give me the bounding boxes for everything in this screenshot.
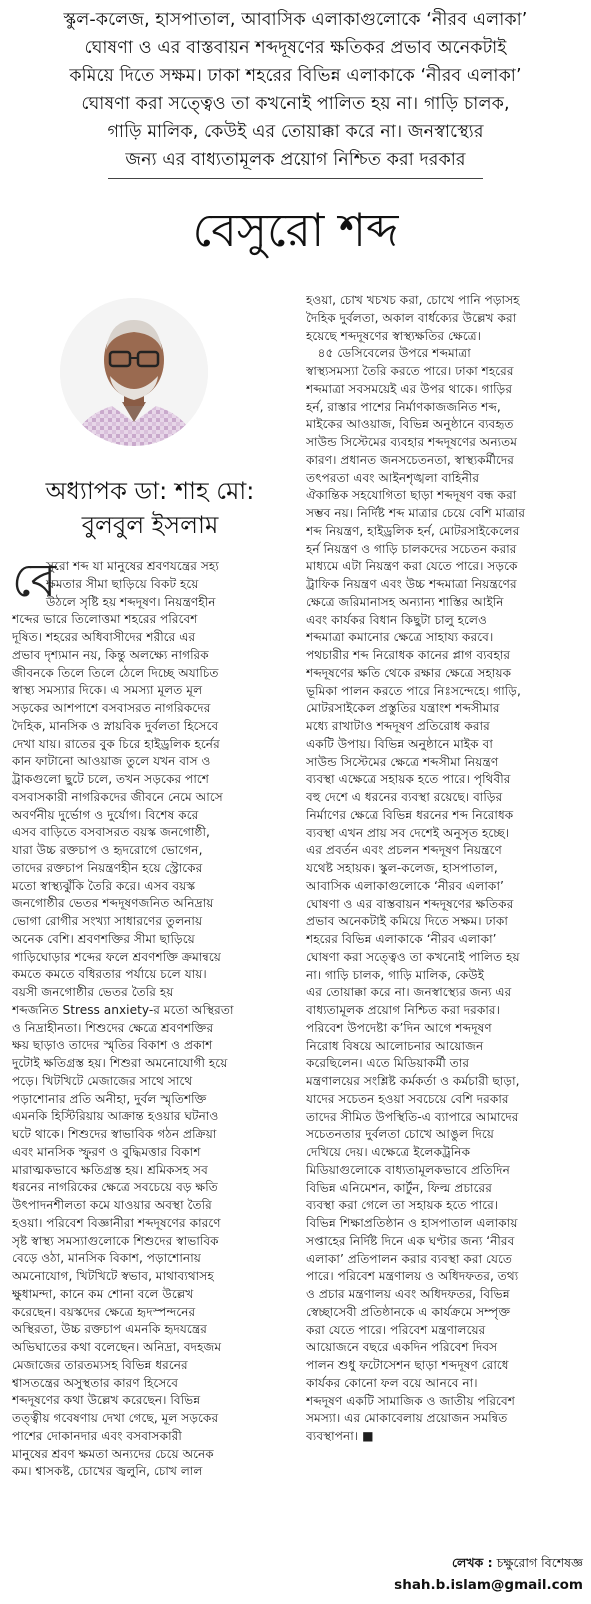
text-line: নিরোধ বিষয়ে আলোচনার আয়োজন [306, 1038, 484, 1053]
text-line: কান ফাটানো আওয়াজ তুলে যখন বাস ও [12, 754, 211, 769]
text-line: করেছিলেন। এতে মিডিয়াকর্মী তার [306, 1056, 470, 1071]
text-line: করা যেতে পারে। পরিবেশ মন্ত্রণালয়ের [306, 1322, 486, 1337]
text-line: শব্দদূষণের ক্ষতি থেকে রক্ষার ক্ষেত্রে সহায়ক [306, 665, 512, 680]
text-line: স্বাস্থ্য সমস্যার দিকে। এ সমস্যা মূলত মূল [12, 683, 203, 698]
author-name-line: বুলবুল ইসলাম [81, 511, 219, 539]
text-line: হর্ন নিয়ন্ত্রণ ও গাড়ি চালকদের সচেতন করার [306, 541, 517, 556]
text-line: মানুষের শ্রবণ ক্ষমতা অন্যদের চেয়ে অনেক [12, 1446, 214, 1461]
text-line: পথচারীর শব্দ নিরোধক কানের প্লাগ ব্যবহার [306, 648, 511, 662]
text-line: না। গাড়ি চালক, গাড়ি মালিক, কেউই [306, 967, 485, 982]
text-line: অভিঘাতের কথা বলেছেন। অনিদ্রা, বদহজম [12, 1340, 222, 1354]
author-portrait-image [60, 298, 208, 446]
text-line: বসবাসকারী নাগরিকদের জীবনে নেমে আসে [12, 789, 223, 804]
text-line: মারাত্মকভাবে ক্ষতিগ্রস্ত হয়। শ্রমিকসহ সব [12, 1162, 208, 1177]
text-line: প্রভাব দৃশ্যমান নয়, কিন্তু অলক্ষ্যে নাগরিক [12, 647, 209, 662]
text-line: মেজাজের তারতম্যসহ বিভিন্ন ধরনের [12, 1357, 188, 1372]
text-line: গাড়িঘোড়ার শব্দের ফলে শ্রবণশক্তি ক্রমান্বয়ে [12, 949, 221, 964]
text-line: ব্যবস্থা এক্ষেত্রে সহায়ক হতে পারে। পৃথিবীর [306, 772, 511, 787]
text-line: মোটরসাইকেল প্রস্তুতির যন্ত্রাংশ শব্দসীমার [306, 701, 500, 716]
text-line: উৎপাদনশীলতা কমে যাওয়ার অবস্থা তৈরি [12, 1198, 212, 1212]
text-line: পড়ে। খিটখিটে মেজাজের সাথে সাথে [12, 1073, 193, 1088]
signature-role-line [394, 1552, 583, 1574]
text-line: ও প্রচার মন্ত্রণালয় এবং অধিদফতর, বিভিন্ন [306, 1287, 510, 1301]
text-line: আয়োজনে বছরে একদিন পরিবেশ দিবস [306, 1340, 498, 1355]
text-line: ভূমিকা পালন করতে পারে নিঃসন্দেহে। গাড়ি, [306, 683, 521, 698]
pull-quote [18, 6, 573, 174]
text-line: তত্ত্বীয় গবেষণায় দেখা গেছে, মূল সড়কের [12, 1411, 219, 1425]
text-line: ক্ষেত্রে জরিমানাসহ অন্যান্য শাস্তির আইনি [306, 594, 504, 609]
drop-cap: বে [12, 553, 57, 607]
text-line: শব্দমাত্রা কমানোর ক্ষেত্রে সাহায্য করবে। [306, 630, 494, 645]
text-line: বয়সী জনগোষ্ঠীর ভেতর তৈরি হয় [12, 985, 174, 999]
text-line: করেছেন। বয়স্কদের ক্ষেত্রে হৃদস্পন্দনের [12, 1304, 196, 1319]
text-line: হওয়া। পরিবেশ বিজ্ঞানীরা শব্দদূষণের কারণে [12, 1215, 221, 1230]
text-line: বিভিন্ন এনিমেশন, কার্টুন, ফিল্ম প্রচারের [306, 1180, 492, 1195]
text-line: শব্দজনিত Stress anxiety-র মতো অস্থিরতা [12, 1002, 234, 1017]
text-line: শব্দের ভারে তিলোত্তমা শহরের পরিবেশ [12, 612, 198, 627]
article-headline: বেসুরো শব্দ [192, 203, 399, 257]
text-line: ব্যবস্থাপনা। ■ [306, 1429, 374, 1443]
text-line: দৈহিক, মানসিক ও স্নায়বিক দুর্বলতা হিসেবে [12, 718, 219, 733]
text-line: এসব বাড়িতে বসবাসরত বয়স্ক জনগোষ্ঠী, [12, 825, 210, 840]
text-line: সাউন্ড সিস্টেমের ক্ষেত্রে শব্দসীমা নিয়ন্ত্রণ [306, 754, 499, 769]
text-line: স্বেচ্ছাসেবী প্রতিষ্ঠানকে এ কার্যক্রমে সম্পৃক্ত [306, 1304, 511, 1319]
text-line: শব্দ নিয়ন্ত্রণ, হাইড্রলিক হর্ন, মোটরসাইকেলের [306, 523, 520, 538]
pull-quote-line: গাড়ি মালিক, কেউই এর তোয়াক্কা করে না। জনস্বাস্থ্যের [107, 122, 484, 142]
text-line: ঘটে থাকে। শিশুদের স্বাভাবিক গঠন প্রক্রিয়া [12, 1127, 217, 1141]
text-line: অনেক বেশি। শ্রবণশক্তির সীমা ছাড়িয়ে [12, 931, 195, 946]
text-line: যারা উচ্চ রক্তচাপ ও হৃদরোগে ভোগেন, [12, 843, 203, 857]
text-line: দূষিত। শহরের অধিবাসীদের শরীরে এর [12, 630, 196, 644]
text-line: অবর্ণনীয় দুর্ভোগ ও দুর্যোগ। বিশেষ করে [12, 807, 199, 822]
text-line: মধ্যে রাখাটাও শব্দদূষণ প্রতিরোধ করার [306, 719, 490, 733]
text-line: মাইকের আওয়াজ, বিভিন্ন অনুষ্ঠানে ব্যবহৃত [306, 417, 514, 432]
text-line: সম্ভব নয়। নির্দিষ্ট শব্দ মাত্রার চেয়ে বেশি মাত্রার [306, 506, 526, 520]
text-line: ক্ষয় ছাড়াও তাদের স্মৃতির বিকাশ ও প্রকাশ [12, 1038, 213, 1053]
text-line: পড়াশোনার প্রতি অনীহা, দুর্বল স্মৃতিশক্তি [12, 1091, 207, 1106]
divider-rule [108, 178, 483, 179]
text-line: মন্ত্রণালয়ের সংশ্লিষ্ট কর্মকর্তা ও কর্মচারী ছাড়া, [306, 1074, 520, 1088]
article-column-right [306, 292, 586, 1604]
text-line: ঘোষণা ও এর বাস্তবায়ন শব্দদূষণের ক্ষতিকর [306, 896, 514, 911]
text-line: পালন শুধু ফটোসেশন ছাড়া শব্দদূষণ রোধে [306, 1358, 509, 1372]
text-line: মিডিয়াগুলোকে বাধ্যতামূলকভাবে প্রতিদিন [306, 1162, 510, 1177]
text-line: তৎপরতা এবং আইনশৃঙ্খলা বাহিনীর [306, 470, 480, 485]
pull-quote-line: ঘোষণা করা সত্ত্বেও তা কখনোই পালিত হয় না। গাড়ি চালক, [81, 94, 510, 114]
author-photo [60, 298, 208, 446]
author-email[interactable]: shah.b.islam@gmail.com [394, 1577, 583, 1593]
text-line: সচেতনতার দুর্বলতা চোখে আঙুল দিয়ে [306, 1127, 494, 1142]
text-line: কারণ। প্রধানত জনসচেতনতা, স্বাস্থ্যকর্মীদের [306, 452, 515, 467]
text-line: শব্দদূষণ একটি সামাজিক ও জাতীয় পরিবেশ [306, 1393, 515, 1408]
text-line: হয়েছে শব্দদূষণের স্বাস্থ্যক্ষতির ক্ষেত্রে। [306, 328, 482, 343]
text-line: বেড়ে ওঠা, মানসিক বিকাশ, পড়াশোনায় [12, 1251, 201, 1266]
text-line: এবং কার্যকর বিধান কিছুটা চালু হলেও [306, 612, 488, 627]
text-line: কম। শ্বাসকষ্ট, চোখের জ্বলুনি, চোখ লাল [12, 1464, 203, 1479]
author-signature [394, 1552, 583, 1596]
text-line: ধরনের নাগরিকের ক্ষেত্রে সবচেয়ে বড় ক্ষতি [12, 1180, 218, 1195]
text-line: এবং মানসিক স্ফুরণ ও বুদ্ধিমত্তার বিকাশ [12, 1144, 201, 1159]
text-line: দৈহিক দুর্বলতা, অকাল বার্ধক্যের উল্লেখ করা [306, 310, 517, 325]
text-line: ক্ষমতার সীমা ছাড়িয়ে বিকট হয়ে [46, 576, 199, 591]
text-line: ও নিদ্রাহীনতা। শিশুদের ক্ষেত্রে শ্রবণশক্তির [12, 1020, 214, 1035]
text-line: পাশের দোকানদার এবং বসবাসকারী [12, 1428, 182, 1443]
text-line: এলাকা’ প্রতিপালন করার ব্যবস্থা করা যেতে [306, 1251, 513, 1266]
text-line: ঘোষণা করা সত্ত্বেও তা কখনোই পালিত হয় [306, 949, 520, 964]
text-line: মতো স্বাস্থ্যঝুঁকি তৈরি করে। এসব বয়স্ক [12, 878, 196, 893]
text-line: যাদের সচেতন হওয়া সবচেয়ে বেশি দরকার [306, 1091, 509, 1106]
text-line: কমতে কমতে বধিরতার পর্যায়ে চলে যায়। [12, 967, 207, 982]
pull-quote-line: কমিয়ে দিতে সক্ষম। ঢাকা শহরের বিভিন্ন এলাকাকে ‘নীরব এলাকা’ [69, 66, 522, 86]
text-line: ঐকান্তিক সহযোগিতা ছাড়া শব্দদূষণ বন্ধ করা [306, 488, 517, 503]
text-line: তাদের রক্তচাপ নিয়ন্ত্রণহীন হয়ে স্ট্রোকের [12, 860, 203, 875]
pull-quote-line: ঘোষণা ও এর বাস্তবায়ন শব্দদূষণের ক্ষতিকর প্রভাব অনেকটাই [84, 38, 507, 58]
text-line: সাউন্ড সিস্টেমের ব্যবহার শব্দদূষণের অন্যতম [306, 435, 518, 449]
text-line: আবাসিক এলাকাগুলোকে ‘নীরব এলাকা’ [306, 878, 504, 893]
pull-quote-line: জন্য এর বাধ্যতামূলক প্রয়োগ নিশ্চিত করা দরকার [125, 150, 466, 170]
signature-label: লেখক : [451, 1555, 493, 1570]
text-line: উঠলে সৃষ্টি হয় শব্দদূষণ। নিয়ন্ত্রণহীন [46, 594, 216, 609]
text-line: স্বাস্থ্যসমস্যা তৈরি করতে পারে। ঢাকা শহরের [306, 364, 514, 378]
text-line: দুটোই ক্ষতিগ্রস্ত হয়। শিশুরা অমনোযোগী হয়ে [12, 1056, 228, 1070]
text-line: এর তোয়াক্কা করে না। জনস্বাস্থ্যের জন্য এর [306, 985, 512, 1000]
text-line: যথেষ্ট সহায়ক। স্কুল-কলেজ, হাসপাতাল, [306, 861, 498, 875]
text-line: তাদের সীমিত উপস্থিতি-এ ব্যাপারে আমাদের [306, 1109, 519, 1124]
text-line: ক্ষুধামন্দা, কানে কম শোনা বলে উল্লেখ [12, 1286, 194, 1301]
text-line: কার্যকর কোনো ফল বয়ে আনবে না। [306, 1375, 478, 1390]
text-line: পরিবেশ উপদেষ্টা ক’দিন আগে শব্দদূষণ [306, 1020, 492, 1035]
text-line: সৃষ্ট স্বাস্থ্য সমস্যাগুলোকে শিশুদের স্বাভাবিক [12, 1233, 219, 1248]
article-column-left [12, 558, 297, 1600]
text-line: ৪৫ ডেসিবেলের উপরে শব্দমাত্রা [306, 346, 471, 361]
text-line: হওয়া, চোখ খচখচ করা, চোখে পানি পড়াসহ [306, 293, 520, 307]
text-line: প্রভাব অনেকটাই কমিয়ে দিতে সক্ষম। ঢাকা [306, 914, 508, 929]
text-line: দেখিয়ে দেয়। এক্ষেত্রে ইলেকট্রনিক [306, 1145, 471, 1159]
text-line: শহরের বিভিন্ন এলাকাকে ‘নীরব এলাকা’ [306, 932, 497, 946]
text-line: হর্ন, রাস্তার পাশের নির্মাণকাজজনিত শব্দ, [306, 399, 501, 414]
text-line: এমনকি হিস্টিরিয়ায় আক্রান্ত হওয়ার ঘটনাও [12, 1109, 219, 1124]
text-line: বাধ্যতামূলক প্রয়োগ নিশ্চিত করা দরকার। [306, 1003, 500, 1017]
text-line: শ্বাসতন্ত্রের অসুস্থতার কারণ হিসেবে [12, 1375, 179, 1390]
text-line: শব্দদূষণের কথা উল্লেখ করেছেন। বিভিন্ন [12, 1393, 201, 1408]
text-line: সুরো শব্দ যা মানুষের শ্রবণযন্ত্রের সহ্য [46, 559, 219, 573]
text-line: ট্রাফিক নিয়ন্ত্রণ এবং উচ্চ শব্দমাত্রা নিয়ন্ত্রণের [306, 577, 517, 591]
text-line: পারে। পরিবেশ মন্ত্রণালয় ও অধিদফতর, তথ্য [306, 1269, 519, 1284]
text-line: একটি উপায়। বিভিন্ন অনুষ্ঠানে মাইক বা [306, 736, 493, 751]
text-line: দেখা যায়। রাতের বুক চিরে হাইড্রলিক হর্নের [12, 736, 220, 751]
text-line: শব্দমাত্রা সবসময়েই এর উপর থাকে। গাড়ির [306, 381, 513, 396]
text-line: সড়কের আশপাশে বসবাসরত নাগরিকদের [12, 701, 211, 715]
text-line: ভোগা রোগীর সংখ্যা সাধারণের তুলনায় [12, 914, 203, 928]
text-line: মাধ্যমে এটা নিয়ন্ত্রণ করা যেতে পারে। সড়কে [306, 559, 518, 574]
text-line: ব্যবস্থা করা গেলে তা সহায়ক হতে পারে। [306, 1198, 499, 1213]
text-line: ব্যবস্থা এখন প্রায় সব দেশেই অনুসৃত হচ্ছে। [306, 825, 510, 840]
author-name [0, 474, 300, 542]
text-line: বিভিন্ন শিক্ষাপ্রতিষ্ঠান ও হাসপাতাল এলাকায় [306, 1216, 518, 1230]
text-line: অস্থিরতা, উচ্চ রক্তচাপ এমনকি হৃদযন্ত্রের [12, 1322, 207, 1337]
signature-role: চক্ষুরোগ বিশেষজ্ঞ [496, 1555, 583, 1570]
text-line: জনগোষ্ঠীর ভেতর শব্দদূষণজনিত অনিদ্রায় [12, 896, 214, 911]
pull-quote-line: স্কুল-কলেজ, হাসপাতাল, আবাসিক এলাকাগুলোকে ‘নীরব এলাকা’ [63, 10, 528, 30]
text-line: সপ্তাহের নির্দিষ্ট দিনে এক ঘণ্টার জন্য ‘নীরব [306, 1233, 515, 1248]
text-line: অমনোযোগ, খিটখিটে স্বভাব, মাথাব্যথাসহ [12, 1269, 214, 1283]
text-line: নির্মাণের ক্ষেত্রে বিভিন্ন ধরনের শব্দ নিরোধক [306, 807, 514, 822]
author-name-line: অধ্যাপক ডা: শাহ মো: [45, 477, 255, 505]
text-line: বহু দেশে এ ধরনের ব্যবস্থা রয়েছে। বাড়ির [306, 790, 503, 804]
text-line: সমস্যা। এর মোকাবেলায় প্রয়োজন সমন্বিত [306, 1411, 508, 1426]
text-line: জীবনকে তিলে তিলে ঠেলে দিচ্ছে অযাচিত [12, 665, 219, 680]
text-line: এর প্রবর্তন এবং প্রচলন শব্দদূষণ নিয়ন্ত্রণে [306, 843, 502, 858]
text-line: ট্রাকগুলো ছুটে চলে, তখন সড়কের পাশে [12, 772, 209, 786]
